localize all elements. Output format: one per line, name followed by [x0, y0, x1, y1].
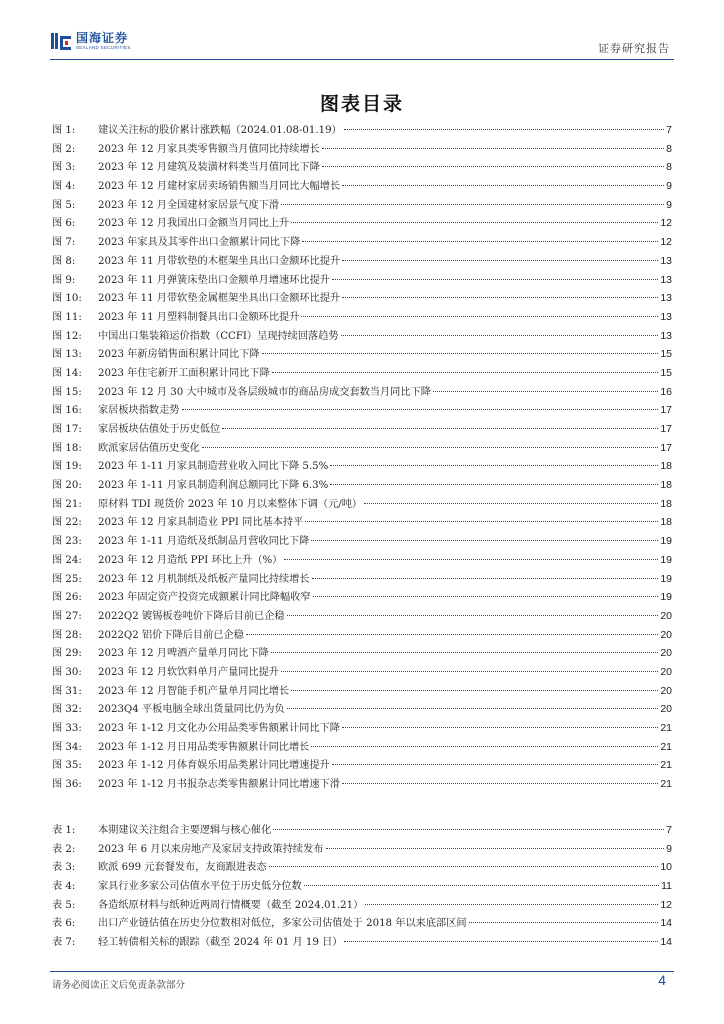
dot-leader [273, 829, 664, 830]
entry-page-number[interactable]: 7 [666, 824, 672, 836]
table-list [52, 821, 672, 952]
entry-title[interactable]: 各造纸原材料与纸种近两周行情概要（截至 2024.01.21） [98, 899, 364, 911]
entry-page-number[interactable]: 17 [660, 441, 672, 454]
entry-title[interactable]: 出口产业链估值在历史分位数相对低位，多家公司估值处于 2018 年以来底部区间 [98, 918, 467, 930]
entry-page-number[interactable]: 8 [666, 142, 672, 155]
entry-title[interactable]: 2023 年 1-12 月日用品类零售额累计同比增长 [98, 741, 310, 753]
figure-entry[interactable] [52, 420, 672, 439]
figure-entry[interactable] [52, 401, 672, 420]
entry-title[interactable]: 2022Q2 镀锡板卷吨价下降后目前已企稳 [98, 610, 285, 622]
entry-page-number[interactable]: 13 [660, 273, 672, 286]
entry-title[interactable]: 2023 年 6 月以来房地产及家居支持政策持续发布 [98, 843, 324, 855]
table-entry[interactable] [52, 877, 672, 896]
figure-entry[interactable] [52, 756, 672, 775]
entry-label: 图 9: [52, 274, 76, 286]
dot-leader [291, 690, 658, 691]
entry-title[interactable]: 2023 年 1-11 月家具制造营业收入同比下降 5.5% [98, 461, 329, 473]
entry-label: 图 30: [52, 666, 82, 678]
entry-title[interactable]: 家居板块指数走势 [98, 405, 180, 417]
entry-label: 图 5: [52, 199, 76, 211]
entry-page-number[interactable]: 19 [660, 591, 672, 604]
dot-leader [365, 904, 658, 905]
entry-page-number[interactable]: 21 [660, 722, 672, 734]
entry-label: 图 2: [52, 143, 76, 155]
entry-title[interactable]: 2022Q2 铝价下降后目前已企稳 [98, 629, 244, 641]
dot-leader [311, 540, 658, 541]
entry-page-number[interactable]: 16 [660, 385, 672, 398]
entry-page-number[interactable]: 12 [660, 217, 672, 230]
dot-leader [342, 260, 658, 261]
figure-entry[interactable] [52, 327, 672, 346]
dot-leader [313, 596, 659, 597]
entry-title[interactable]: 2023 年新房销售面积累计同比下降 [98, 349, 260, 361]
entry-title[interactable]: 2023 年家具及其零件出口金额累计同比下降 [98, 237, 301, 249]
entry-page-number[interactable]: 17 [660, 423, 672, 435]
entry-page-number[interactable]: 19 [660, 535, 672, 548]
entry-title[interactable]: 2023 年 1-12 月体育娱乐用品类累计同比增速提升 [98, 760, 330, 772]
header-divider [50, 59, 674, 60]
figure-entry[interactable] [52, 383, 672, 402]
entry-title[interactable]: 2023 年 12 月建材家居卖场销售额当月同比大幅增长 [98, 181, 341, 193]
entry-title[interactable]: 2023 年 12 月智能手机产量单月同比增长 [98, 685, 290, 697]
dot-leader [271, 652, 658, 653]
entry-label: 图 15: [52, 386, 82, 398]
figure-entry[interactable] [52, 644, 672, 663]
dot-leader [291, 222, 658, 223]
entry-label: 图 22: [52, 517, 82, 529]
entry-label: 图 24: [52, 554, 82, 566]
entry-title[interactable]: 2023 年 12 月家具制造业 PPI 同比基本持平 [98, 517, 304, 529]
entry-label: 图 16: [52, 405, 82, 417]
entry-label: 图 26: [52, 592, 82, 604]
entry-page-number[interactable]: 11 [661, 880, 672, 893]
entry-page-number[interactable]: 21 [660, 759, 672, 772]
entry-title[interactable]: 2023 年 11 月塑料制餐具出口金额环比提升 [98, 311, 300, 323]
entry-page-number[interactable]: 21 [660, 778, 672, 791]
entry-page-number[interactable]: 18 [660, 516, 672, 529]
figure-entry[interactable] [52, 738, 672, 757]
entry-page-number[interactable]: 21 [660, 740, 672, 753]
figure-entry[interactable] [52, 345, 672, 364]
entry-label: 图 33: [52, 723, 82, 734]
entry-title[interactable]: 轻工转债相关标的跟踪（截至 2024 年 01 月 19 日） [98, 937, 343, 949]
entry-title[interactable]: 2023 年 12 月啤酒产量单月同比下降 [98, 648, 269, 660]
entry-page-number[interactable]: 20 [660, 609, 672, 622]
figure-entry[interactable] [52, 457, 672, 476]
entry-title[interactable]: 2023 年 1-12 月文化办公用品类零售额累计同比下降 [98, 723, 340, 734]
entry-page-number[interactable]: 13 [660, 329, 672, 342]
entry-label: 图 36: [52, 779, 82, 791]
entry-page-number[interactable]: 20 [660, 684, 672, 697]
entry-label: 表 5: [52, 899, 76, 911]
entry-page-number[interactable]: 13 [660, 310, 672, 323]
dot-leader [342, 727, 658, 728]
dot-leader [305, 521, 658, 522]
entry-title[interactable]: 建议关注标的股价累计涨跌幅（2024.01.08-01.19） [98, 125, 342, 136]
entry-page-number[interactable]: 17 [660, 404, 672, 417]
dot-leader [281, 204, 664, 205]
table-entry[interactable] [52, 821, 672, 840]
entry-label: 图 34: [52, 741, 82, 753]
entry-page-number[interactable]: 20 [660, 703, 672, 716]
figure-entry[interactable] [52, 177, 672, 196]
dot-leader [287, 615, 659, 616]
table-entry[interactable] [52, 896, 672, 915]
table-entry[interactable] [52, 858, 672, 877]
entry-page-number[interactable]: 9 [666, 842, 672, 855]
entry-page-number[interactable]: 18 [660, 460, 672, 473]
document-type: 证券研究报告 [598, 42, 670, 55]
entry-page-number[interactable]: 9 [666, 180, 672, 193]
entry-title[interactable]: 2023 年 12 月家具类零售额当月值同比持续增长 [98, 143, 320, 155]
entry-title[interactable]: 欧派家居估值历史变化 [98, 442, 200, 454]
figure-entry[interactable] [52, 308, 672, 327]
entry-title[interactable]: 2023 年 12 月造纸 PPI 环比上升（%） [98, 554, 283, 566]
entry-page-number[interactable]: 15 [660, 366, 672, 379]
dot-leader [202, 447, 658, 448]
entry-title[interactable]: 2023 年 12 月软饮料单月产量同比提升 [98, 666, 280, 678]
dot-leader [332, 764, 659, 765]
dot-leader [342, 185, 664, 186]
entry-page-number[interactable]: 18 [660, 479, 672, 492]
dot-leader [222, 428, 658, 429]
dot-leader [302, 241, 658, 242]
entry-label: 图 35: [52, 760, 82, 772]
dot-leader [272, 372, 659, 373]
figure-entry[interactable] [52, 719, 672, 738]
entry-title[interactable]: 2023Q4 平板电脑全球出货量同比仍为负 [98, 704, 285, 716]
figure-entry[interactable] [52, 439, 672, 458]
dot-leader [182, 409, 659, 410]
entry-label: 图 21: [52, 498, 82, 510]
figure-entry[interactable] [52, 551, 672, 570]
logo-chinese-name: 国海证券 [76, 30, 129, 45]
figure-entry[interactable] [52, 775, 672, 794]
entry-label: 图 19: [52, 461, 82, 473]
entry-page-number[interactable]: 13 [660, 292, 672, 305]
figure-entry[interactable] [52, 532, 672, 551]
figure-entry[interactable] [52, 476, 672, 495]
entry-page-number[interactable]: 10 [660, 861, 672, 874]
entry-label: 表 2: [52, 843, 76, 855]
entry-label: 图 23: [52, 536, 82, 548]
dot-leader [304, 885, 659, 886]
figure-entry[interactable] [52, 495, 672, 514]
dot-leader [301, 316, 658, 317]
entry-title[interactable]: 本期建议关注组合主要逻辑与核心催化 [98, 825, 272, 836]
entry-page-number[interactable]: 18 [660, 497, 672, 510]
dot-leader [269, 866, 659, 867]
figure-entry[interactable] [52, 682, 672, 701]
entry-title[interactable]: 2023 年 12 月机制纸及纸板产量同比持续增长 [98, 573, 310, 585]
entry-label: 图 32: [52, 704, 82, 716]
figure-entry[interactable] [52, 121, 672, 140]
disclaimer-note: 请务必阅读正文后免责条款部分 [52, 980, 186, 991]
entry-page-number[interactable]: 9 [666, 198, 672, 211]
entry-label: 图 7: [52, 237, 76, 249]
entry-label: 图 6: [52, 218, 76, 230]
company-logo [50, 30, 131, 52]
table-entry[interactable] [52, 933, 672, 952]
entry-label: 图 27: [52, 610, 82, 622]
entry-title[interactable]: 家居板块估值处于历史低位 [98, 424, 221, 435]
dot-leader [330, 484, 658, 485]
entry-label: 图 12: [52, 330, 82, 342]
entry-title[interactable]: 2023 年 12 月全国建材家居景气度下滑 [98, 199, 280, 211]
entry-page-number[interactable]: 12 [660, 236, 672, 249]
figure-entry[interactable] [52, 140, 672, 159]
entry-page-number[interactable]: 19 [660, 572, 672, 585]
figure-entry[interactable] [52, 196, 672, 215]
page-number: 4 [658, 972, 666, 988]
figure-entry[interactable] [52, 570, 672, 589]
entry-label: 表 6: [52, 918, 76, 930]
entry-title[interactable]: 2023 年 12 月 30 大中城市及各层级城市的商品房成交套数当月同比下降 [98, 386, 431, 398]
entry-label: 表 7: [52, 937, 76, 949]
entry-label: 图 8: [52, 255, 76, 267]
dot-leader [341, 335, 659, 336]
figure-entry[interactable] [52, 214, 672, 233]
dot-leader [364, 503, 658, 504]
entry-label: 图 14: [52, 367, 82, 379]
dot-leader [342, 783, 658, 784]
entry-label: 图 3: [52, 162, 76, 174]
figure-entry[interactable] [52, 289, 672, 308]
dot-leader [284, 559, 658, 560]
dot-leader [332, 279, 658, 280]
entry-title[interactable]: 2023 年 1-11 月造纸及纸制品月营收同比下降 [98, 536, 310, 548]
table-entry[interactable] [52, 914, 672, 933]
dot-leader [344, 129, 664, 130]
dot-leader [262, 353, 659, 354]
entry-page-number[interactable]: 20 [660, 665, 672, 678]
entry-page-number[interactable]: 14 [660, 936, 672, 949]
entry-title[interactable]: 2023 年 1-12 月书报杂志类零售额累计同比增速下滑 [98, 779, 340, 791]
entry-title[interactable]: 2023 年 12 月我国出口金额当月同比上升 [98, 218, 290, 230]
entry-label: 图 31: [52, 685, 82, 697]
entry-label: 图 1: [52, 125, 76, 136]
entry-title[interactable]: 2023 年 11 月弹簧床垫出口金额单月增速环比提升 [98, 274, 330, 286]
figure-entry[interactable] [52, 364, 672, 383]
entry-page-number[interactable]: 12 [660, 898, 672, 911]
page-title: 图表目录 [319, 93, 404, 115]
dot-leader [287, 708, 659, 709]
entry-page-number[interactable]: 15 [660, 348, 672, 361]
figure-entry[interactable] [52, 588, 672, 607]
figure-entry[interactable] [52, 663, 672, 682]
entry-page-number[interactable]: 20 [660, 647, 672, 660]
entry-page-number[interactable]: 20 [660, 628, 672, 641]
dot-leader [342, 297, 658, 298]
entry-title[interactable]: 中国出口集装箱运价指数（CCFI）呈现持续回落趋势 [98, 330, 339, 342]
figure-entry[interactable] [52, 252, 672, 271]
figure-entry[interactable] [52, 158, 672, 177]
figure-entry[interactable] [52, 626, 672, 645]
logo-english-name: SEALAND SECURITIES [76, 44, 131, 50]
entry-page-number[interactable]: 14 [660, 917, 672, 930]
entry-label: 表 3: [52, 862, 76, 874]
dot-leader [344, 941, 658, 942]
entry-page-number[interactable]: 7 [666, 124, 672, 136]
entry-title[interactable]: 2023 年 11 月带软垫的木框架坐具出口金额环比提升 [98, 255, 341, 267]
entry-label: 图 4: [52, 181, 76, 193]
entry-title[interactable]: 家具行业多家公司估值水平位于历史低分位数 [98, 881, 302, 893]
dot-leader [326, 848, 665, 849]
entry-page-number[interactable]: 8 [666, 161, 672, 174]
dot-leader [330, 465, 658, 466]
figure-list [52, 121, 672, 794]
figure-entry[interactable] [52, 271, 672, 290]
page-header [0, 0, 724, 62]
entry-title[interactable]: 2023 年住宅新开工面积累计同比下降 [98, 367, 270, 379]
dot-leader [433, 391, 658, 392]
entry-page-number[interactable]: 13 [660, 254, 672, 267]
dot-leader [322, 166, 664, 167]
figure-entry[interactable] [52, 700, 672, 719]
entry-label: 图 28: [52, 629, 82, 641]
entry-label: 图 18: [52, 442, 82, 454]
entry-page-number[interactable]: 19 [660, 553, 672, 566]
entry-title[interactable]: 2023 年 1-11 月家具制造利润总额同比下降 6.3% [98, 480, 329, 492]
entry-label: 表 1: [52, 825, 76, 836]
entry-title[interactable]: 欧派 699 元套餐发布，友商跟进表态 [98, 862, 267, 874]
dot-leader [281, 671, 658, 672]
dot-leader [312, 578, 659, 579]
entry-title[interactable]: 原材料 TDI 现货价 2023 年 10 月以来整体下调（元/吨） [98, 498, 363, 510]
entry-label: 图 20: [52, 480, 82, 492]
entry-label: 图 29: [52, 648, 82, 660]
logo-icon [50, 30, 72, 52]
entry-label: 表 4: [52, 881, 76, 893]
entry-title[interactable]: 2023 年固定资产投资完成额累计同比降幅收窄 [98, 592, 311, 604]
entry-label: 图 10: [52, 293, 82, 305]
entry-label: 图 17: [52, 424, 82, 435]
dot-leader [246, 634, 658, 635]
dot-leader [469, 922, 659, 923]
entry-title[interactable]: 2023 年 11 月带软垫金属框架坐具出口金额环比提升 [98, 293, 341, 305]
entry-label: 图 13: [52, 349, 82, 361]
dot-leader [311, 746, 658, 747]
dot-leader [322, 148, 664, 149]
entry-title[interactable]: 2023 年 12 月建筑及装潢材料类当月值同比下降 [98, 162, 320, 174]
entry-label: 图 11: [52, 311, 82, 323]
footer-divider [50, 971, 674, 972]
entry-label: 图 25: [52, 573, 82, 585]
figure-entry[interactable] [52, 233, 672, 252]
table-entry[interactable] [52, 840, 672, 859]
figure-entry[interactable] [52, 607, 672, 626]
figure-entry[interactable] [52, 513, 672, 532]
